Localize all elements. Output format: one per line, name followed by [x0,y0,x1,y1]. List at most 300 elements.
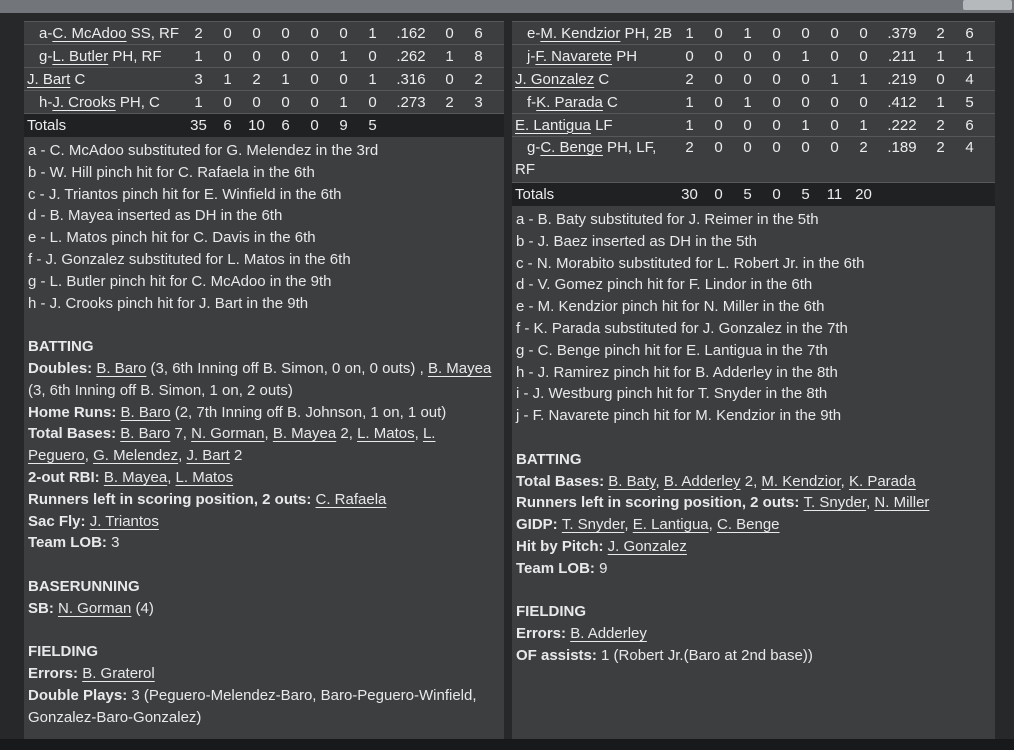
stat-note [516,645,990,667]
player-link[interactable]: L. Matos [357,425,415,443]
stat-cell: 0 [830,93,839,111]
player-link[interactable]: N. Gorman [191,425,265,443]
stat-note [28,467,499,489]
note-text: , [655,472,664,490]
stat-cell: 0 [772,70,781,88]
stat-cell: 8 [474,47,483,65]
note-text: , [866,494,875,512]
substitution-note [516,253,990,275]
stat-cell: 20 [855,186,872,203]
stat-note [28,489,499,511]
stat-cell: 1 [936,93,945,111]
stat-cell: 1 [685,116,694,134]
note-text: b - J. Baez inserted as DH in the 5th [516,232,757,250]
note-label: BASERUNNING [28,577,140,595]
stat-cell: 0 [310,93,319,111]
right-batting-table [512,21,995,206]
stat-cell: 1 [743,93,752,111]
stat-cell: 0 [368,93,377,111]
bottom-edge-strip [0,739,1014,750]
stat-cell: 6 [474,24,483,42]
stat-cell: 1 [368,70,377,88]
stat-cell: 1 [801,47,810,65]
stat-cell: 0 [714,47,723,65]
stat-cell: .262 [396,47,426,65]
note-text: (3, 6th Inning off B. Simon, 1 on, 2 outs) [28,381,293,399]
note-text: e - M. Kendzior pinch hit for N. Miller in the 6th [516,298,825,316]
stat-cell: 0 [714,24,723,42]
note-text: , [708,516,717,534]
sub-letter-prefix: g- [39,47,53,65]
substitution-note [516,231,990,253]
stat-cell: 0 [772,186,781,203]
substitution-note [516,383,990,405]
stat-cell: 1 [830,70,839,88]
note-label: Doubles: [28,359,97,377]
stat-cell: 0 [281,24,290,42]
position-label: LF [590,116,613,134]
note-text: (4) [131,599,154,617]
substitution-note [28,249,499,271]
note-text: 3 (Peguero-Melendez-Baro, Baro-Peguero-Winfield, Gonzalez-Baro-Gonzalez) [28,686,477,726]
stat-cell: .211 [887,47,917,65]
stat-cell: 0 [859,24,868,42]
player-link[interactable]: J. Crooks [52,93,116,111]
stat-cell: 0 [772,93,781,111]
note-text: , [624,516,633,534]
stat-note [516,514,990,536]
note-text: 3 [111,534,120,552]
stat-cell: 2 [685,70,694,88]
note-label: Total Bases: [28,425,121,443]
table-row [24,90,504,113]
player-name-cell [515,48,675,65]
stat-cell: 0 [772,47,781,65]
stat-note [28,358,499,402]
player-link[interactable]: E. Lantigua [632,516,709,534]
stat-cell: .273 [396,93,426,111]
note-label: GIDP: [516,516,562,534]
player-link[interactable]: N. Miller [874,494,930,512]
note-text: h - J. Ramirez pinch hit for B. Adderley in the 8th [516,363,838,381]
player-link[interactable]: B. Baro [120,403,171,421]
stat-cell: 0 [714,116,723,134]
note-text: h - J. Crooks pinch hit for J. Bart in the 9th [28,294,309,312]
player-link[interactable]: F. Navarete [535,47,613,65]
stat-cell: 35 [190,117,207,134]
stat-cell: 0 [830,24,839,42]
player-link[interactable]: L. Butler [52,47,109,65]
stat-cell: 5 [801,186,810,203]
stat-note [516,492,990,514]
note-text: j - F. Navarete pinch hit for M. Kendzior in the 9th [516,407,842,425]
note-text: d - B. Mayea inserted as DH in the 6th [28,207,283,225]
player-link[interactable]: G. Melendez [93,447,179,465]
stat-cell: 0 [685,47,694,65]
player-link[interactable]: C. Benge [540,139,603,156]
position-label: C [70,70,86,88]
position-label: PH, C [115,93,160,111]
note-text: f - K. Parada substituted for J. Gonzalez in the 7th [516,319,848,337]
stat-cell: 0 [310,117,319,134]
stat-cell: .189 [887,139,917,156]
stat-cell: 0 [252,24,261,42]
note-label: FIELDING [28,643,98,661]
stat-cell: 0 [801,93,810,111]
note-text: c - J. Triantos pinch hit for E. Winfield in the 6th [28,185,342,203]
note-text: , [167,468,176,486]
player-name-cell [515,71,675,88]
sub-letter-prefix: f- [527,93,537,111]
note-text: b - W. Hill pinch hit for C. Rafaela in the 6th [28,163,315,181]
note-text: a - C. McAdoo substituted for G. Melendez in the 3rd [28,142,379,159]
substitution-note [28,205,499,227]
note-label: OF assists: [516,646,602,664]
note-text: a - B. Baty substituted for J. Reimer in the 5th [516,211,819,228]
substitution-note [28,293,499,315]
stat-cell: 0 [743,116,752,134]
stat-note [28,511,499,533]
stat-cell: 0 [223,47,232,65]
stat-cell: 0 [252,93,261,111]
sub-letter-prefix: e- [527,24,541,42]
note-label: Double Plays: [28,686,132,704]
totals-row [512,182,995,206]
stat-cell: 0 [368,47,377,65]
player-link[interactable]: N. Gorman [58,599,132,617]
stat-cell: 3 [194,70,203,88]
stat-cell: 1 [685,93,694,111]
table-row [512,136,995,182]
stat-cell: 2 [194,24,203,42]
player-link[interactable]: C. McAdoo [52,24,127,42]
note-label: BATTING [516,450,582,468]
stat-cell: 1 [339,93,348,111]
sub-letter-prefix: h- [39,93,53,111]
table-row [512,67,995,90]
player-link[interactable]: B. Adderley [663,472,741,490]
player-link[interactable]: B. Baro [120,425,171,443]
stat-cell: .316 [396,70,426,88]
note-text: , [414,425,423,443]
substitution-note [28,271,499,293]
stat-cell: 1 [743,24,752,42]
section-header [516,449,990,471]
right-game-notes [512,206,995,667]
totals-row [24,113,504,137]
stat-note [28,685,499,729]
stat-cell: .222 [887,116,917,134]
stat-note [516,536,990,558]
player-link[interactable]: K. Parada [848,472,916,490]
note-text: 2 [229,447,243,465]
stat-cell: 0 [859,47,868,65]
note-text: g - L. Butler pinch hit for C. McAdoo in the 9th [28,272,332,290]
player-link[interactable]: C. Benge [716,516,780,534]
note-text: 9 [599,559,608,577]
stat-cell: 0 [714,70,723,88]
note-text: e - L. Matos pinch hit for C. Davis in the 6th [28,229,316,247]
player-link[interactable]: E. Lantigua [515,116,591,134]
player-link[interactable]: L. Peguero [28,425,436,465]
table-row [512,90,995,113]
substitution-note [516,296,990,318]
stat-cell: 6 [223,117,232,134]
player-name-cell [515,117,675,134]
table-row [24,21,504,44]
stat-cell: 1 [194,47,203,65]
note-label: SB: [28,599,58,617]
stat-cell: .379 [887,24,917,42]
stat-cell: 11 [826,186,843,203]
note-text: (2, 7th Inning off B. Johnson, 1 on, 1 out) [170,403,447,421]
blank-line [28,554,499,576]
stat-note [516,471,990,493]
stat-cell: 0 [445,70,454,88]
note-text: 2, [336,425,358,443]
stat-cell: 9 [339,117,348,134]
player-link[interactable]: T. Snyder [561,516,625,534]
player-link[interactable]: T. Snyder [803,494,867,512]
substitution-note [516,318,990,340]
note-label: Hit by Pitch: [516,537,608,555]
scrollbar-thumb[interactable] [963,0,1012,10]
stat-cell: 1 [936,47,945,65]
stat-cell: 0 [936,70,945,88]
stat-cell: 1 [445,47,454,65]
note-text: , [840,472,849,490]
note-text: f - J. Gonzalez substituted for L. Matos in the 6th [28,250,351,268]
sub-letter-prefix: j- [527,47,536,65]
player-link[interactable]: K. Parada [536,93,603,111]
stat-cell: 0 [281,47,290,65]
player-link[interactable]: B. Mayea [272,425,337,443]
note-label: Sac Fly: [28,512,90,530]
note-label: Total Bases: [516,472,609,490]
stat-cell: 0 [772,116,781,134]
player-link[interactable]: B. Baty [608,472,656,490]
left-batting-table [24,21,504,137]
table-row [512,113,995,136]
note-label: 2-out RBI: [28,468,104,486]
player-link[interactable]: M. Kendzior [540,24,621,42]
stat-cell: 5 [368,117,377,134]
stat-cell: 0 [772,139,781,156]
note-text: c - N. Morabito substituted for L. Robert Jr. in the 6th [516,254,865,272]
substitution-note [516,274,990,296]
note-label: Runners left in scoring position, 2 outs: [28,490,316,508]
totals-label: Totals [27,117,67,134]
player-link[interactable]: C. Rafaela [315,490,387,508]
stat-cell: 1 [685,24,694,42]
player-link[interactable]: B. Mayea [427,359,492,377]
position-label: C [594,70,610,88]
stat-note [516,623,990,645]
substitution-note [516,362,990,384]
player-name-cell [27,94,184,111]
player-link[interactable]: L. Matos [175,468,234,486]
stat-note [28,402,499,424]
note-text: d - V. Gomez pinch hit for F. Lindor in the 6th [516,276,813,294]
player-link[interactable]: J. Triantos [89,512,159,530]
stat-cell: 1 [223,70,232,88]
window-top-bar [0,0,1014,13]
note-text: , [84,447,94,465]
position-label: PH, LF, RF [515,139,657,178]
note-text: 7, [170,425,192,443]
stat-cell: 0 [310,70,319,88]
note-label: FIELDING [516,603,586,621]
player-name-cell [515,137,675,181]
stat-note [28,598,499,620]
table-row [512,44,995,67]
stat-cell: 0 [339,70,348,88]
blank-line [28,314,499,336]
player-link[interactable]: B. Graterol [82,665,155,683]
stat-cell: 1 [281,70,290,88]
stat-cell: 1 [859,70,868,88]
stat-note [28,532,499,554]
sub-letter-prefix: a- [39,24,53,42]
left-boxscore-panel [24,21,504,739]
stat-cell: 0 [743,47,752,65]
stat-cell: 1 [339,47,348,65]
player-name-cell [515,25,675,42]
stat-cell: 2 [445,93,454,111]
note-label: Errors: [28,665,83,683]
stat-cell: 0 [445,24,454,42]
stat-cell: 2 [859,139,868,156]
player-link[interactable]: J. Bart [27,70,71,88]
stat-cell: 2 [474,70,483,88]
stat-cell: 0 [743,139,752,156]
stat-cell: 4 [965,139,974,156]
player-name-cell [515,94,675,111]
stat-cell: 0 [743,70,752,88]
position-label: SS, RF [126,24,180,42]
stat-cell: 6 [281,117,290,134]
player-link[interactable]: M. Kendzior [761,472,841,490]
table-row [512,21,995,44]
position-label: C [602,93,618,111]
stat-cell: 0 [830,139,839,156]
stat-cell: 0 [859,93,868,111]
section-header [516,601,990,623]
note-label: Errors: [516,625,571,643]
player-link[interactable]: B. Baro [96,359,147,377]
note-label: Team LOB: [516,559,600,577]
player-link[interactable]: J. Bart [186,447,230,465]
stat-cell: .162 [396,24,426,42]
stat-cell: .219 [887,70,917,88]
table-row [24,44,504,67]
stat-cell: 4 [965,70,974,88]
substitution-note [28,184,499,206]
stat-cell: 1 [801,116,810,134]
stat-cell: 0 [223,24,232,42]
player-link[interactable]: B. Adderley [570,625,647,643]
stat-cell: 2 [936,139,945,156]
note-text: (3, 6th Inning off B. Simon, 0 on, 0 outs) , [146,359,428,377]
stat-cell: 2 [685,139,694,156]
stat-cell: 1 [859,116,868,134]
note-label: BATTING [28,338,94,356]
stat-cell: 2 [936,24,945,42]
stat-cell: 0 [339,24,348,42]
note-label: Team LOB: [28,534,112,552]
stat-cell: 30 [681,186,698,203]
totals-label: Totals [515,186,555,203]
note-label: Runners left in scoring position, 2 outs: [516,494,804,512]
note-text: , [178,447,187,465]
player-name-cell [27,25,184,42]
player-link[interactable]: J. Gonzalez [607,537,687,555]
player-link[interactable]: J. Gonzalez [515,70,595,88]
note-text: i - J. Westburg pinch hit for T. Snyder in the 8th [516,385,828,403]
stat-cell: 0 [801,139,810,156]
section-header [28,336,499,358]
position-label: PH [612,47,638,65]
substitution-note [516,340,990,362]
stat-cell: 0 [252,47,261,65]
player-name-cell [27,48,184,65]
note-text: g - C. Benge pinch hit for E. Lantigua in the 7th [516,341,828,359]
stat-cell: 10 [248,117,265,134]
stat-cell: 0 [310,47,319,65]
stat-cell: 5 [743,186,752,203]
stat-cell: 0 [714,93,723,111]
note-text: , [264,425,273,443]
stat-cell: 5 [965,93,974,111]
left-game-notes [24,137,504,729]
substitution-note [516,209,990,231]
stat-cell: 2 [936,116,945,134]
substitution-note [28,227,499,249]
stat-cell: 1 [194,93,203,111]
stat-note [28,423,499,467]
stat-cell: 0 [714,139,723,156]
right-boxscore-panel [512,21,995,739]
stat-cell: 0 [830,47,839,65]
position-label: PH, RF [108,47,162,65]
stat-cell: 0 [801,24,810,42]
blank-line [28,620,499,642]
stat-cell: 6 [965,24,974,42]
section-header [28,576,499,598]
stat-cell: 1 [368,24,377,42]
blank-line [516,580,990,602]
stat-cell: 0 [281,93,290,111]
stat-cell: .412 [887,93,917,111]
player-link[interactable]: B. Mayea [103,468,168,486]
stat-cell: 2 [252,70,261,88]
stat-cell: 0 [830,116,839,134]
table-row [24,67,504,90]
note-text: 2, [740,472,762,490]
sub-letter-prefix: g- [527,139,541,156]
note-text: 1 (Robert Jr.(Baro at 2nd base)) [601,646,813,664]
stat-cell: 0 [714,186,723,203]
substitution-note [516,405,990,427]
stat-note [516,558,990,580]
stat-cell: 1 [965,47,974,65]
stat-cell: 6 [965,116,974,134]
position-label: PH, 2B [620,24,673,42]
stat-cell: 0 [772,24,781,42]
player-name-cell [27,71,184,88]
stat-cell: 0 [801,70,810,88]
stat-cell: 3 [474,93,483,111]
